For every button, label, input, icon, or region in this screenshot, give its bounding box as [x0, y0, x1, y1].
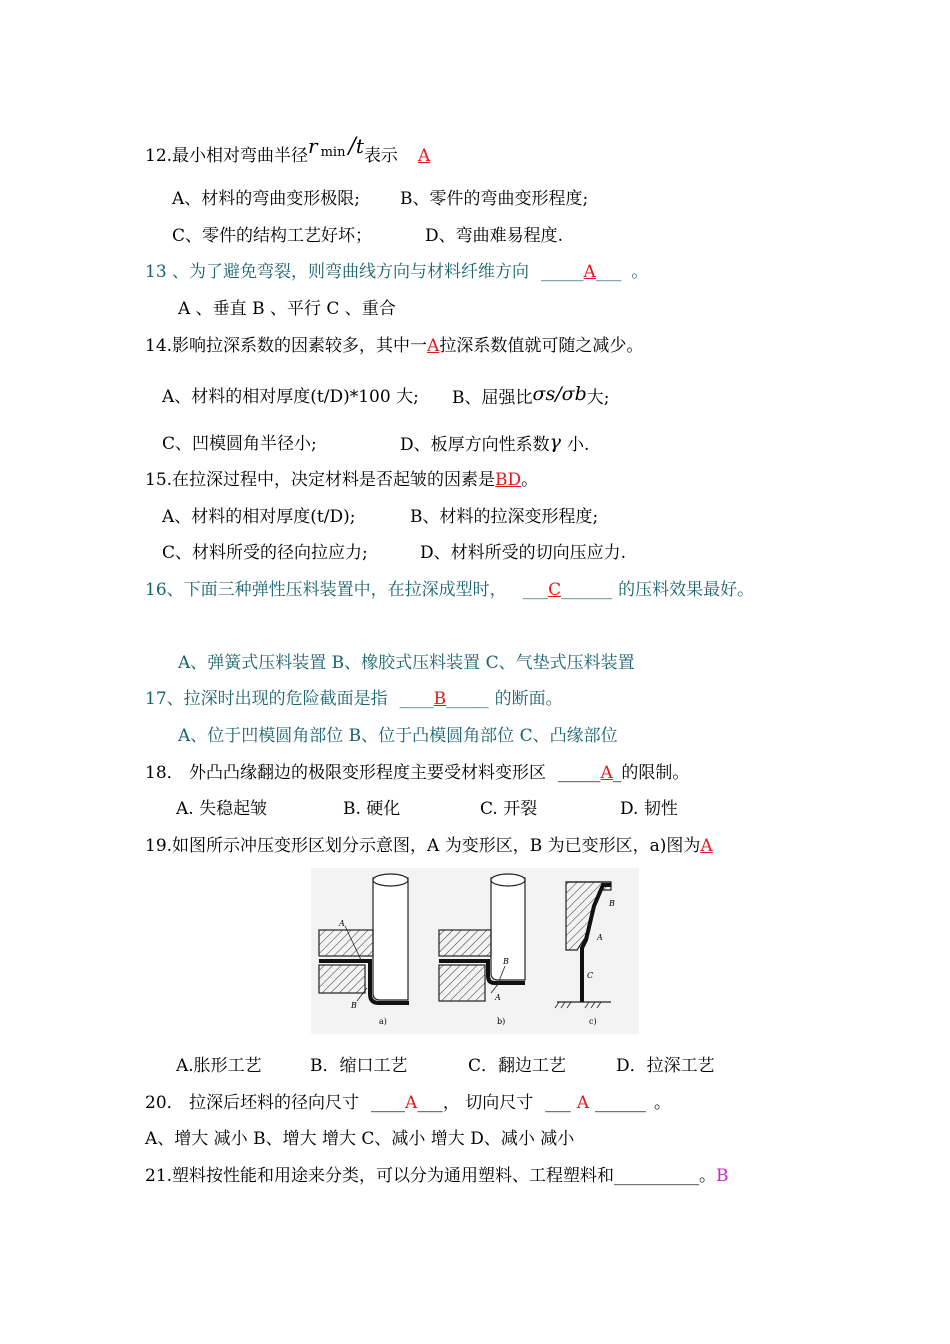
q14-option-b	[452, 383, 610, 409]
panel-c-label-B: B	[609, 899, 615, 908]
panel-c-label-C: C	[587, 971, 594, 980]
q18-option-a: A. 失稳起皱	[176, 799, 268, 819]
q18-answer: A	[600, 763, 613, 783]
q12-option-c: C、零件的结构工艺好坏；	[172, 226, 373, 246]
q16-options: A、弹簧式压料装置 B、橡胶式压料装置 C、气垫式压料装置	[178, 653, 635, 673]
q20-options: A、增大 减小 B、增大 增大 C、减小 增大 D、减小 减小	[145, 1129, 575, 1149]
q20-blank2-after: ______	[595, 1093, 647, 1113]
q15-stem	[145, 469, 538, 491]
q12-slash: /	[348, 134, 356, 159]
q14-option-d	[400, 433, 589, 456]
q20-post: 。	[654, 1093, 672, 1113]
q17-blank-before: ____	[399, 689, 434, 709]
q21-post: 。	[699, 1166, 717, 1186]
panel-b-label-A: A	[495, 993, 501, 1002]
q18-blank-after: _	[612, 763, 622, 783]
q15-post: 。	[521, 470, 539, 490]
panel-a-label-B: B	[351, 1001, 357, 1010]
stamping-diagram-svg	[311, 868, 639, 1034]
q18-stem	[145, 762, 689, 784]
q16-blank-after: ______	[561, 580, 613, 600]
q15-option-c: C、材料所受的径向拉应力;	[162, 543, 368, 563]
panel-c-label-A: A	[597, 933, 603, 942]
q14-option-a: A、材料的相对厚度(t/D)*100 大;	[162, 387, 419, 407]
q19-option-d: D．拉深工艺	[616, 1056, 715, 1076]
q12-t: t	[355, 134, 364, 158]
panel-b	[439, 874, 525, 1026]
q18-post: 的限制。	[621, 763, 690, 783]
q17-answer: B	[433, 689, 447, 709]
q19-stem	[145, 835, 713, 857]
q12-answer: A	[417, 146, 431, 166]
q18-text: 18． 外凸凸缘翻边的极限变形程度主要受材料变形区	[145, 763, 547, 783]
q16-post: 的压料效果最好。	[618, 580, 755, 600]
q14-post: 拉深系数值就可随之减少。	[439, 336, 644, 356]
panel-a	[319, 874, 409, 1026]
q20-blank1-before: ____	[371, 1093, 406, 1113]
q14-option-b-text: B、屈强比	[452, 388, 533, 408]
q21-blank: __________	[614, 1166, 700, 1186]
q19-option-b: B．缩口工艺	[310, 1056, 408, 1076]
q17-stem	[145, 688, 563, 710]
q19-answer: A	[700, 836, 713, 856]
q13-stem	[145, 261, 648, 283]
q12-min: min	[320, 145, 346, 160]
q12-text: 12.最小相对弯曲半径	[145, 146, 309, 166]
q19-option-a: A.胀形工艺	[176, 1056, 262, 1076]
q15-answer: BD	[495, 470, 522, 490]
q18-option-b: B. 硬化	[343, 799, 401, 819]
q12-option-d: D、弯曲难易程度.	[425, 226, 564, 246]
q16-stem	[145, 579, 754, 601]
q21-answer: B	[716, 1166, 729, 1186]
q18-option-c: C. 开裂	[480, 799, 538, 819]
panel-c-caption: c)	[589, 1017, 597, 1026]
q12-post: 表示	[363, 146, 398, 166]
q14-option-d-post: 小.	[567, 435, 590, 455]
q15-text: 15.在拉深过程中，决定材料是否起皱的因素是	[145, 470, 496, 490]
q17-blank-after: _____	[446, 689, 489, 709]
q13-answer: A	[583, 262, 596, 282]
q12-option-b: B、零件的弯曲变形程度;	[400, 189, 589, 209]
panel-b-caption: b)	[497, 1017, 506, 1026]
q17-options: A、位于凹模圆角部位 B、位于凸模圆角部位 C、凸缘部位	[178, 726, 618, 746]
q18-blank-before: _____	[558, 763, 601, 783]
q14-stem	[145, 335, 643, 357]
q13-text: 13 、为了避免弯裂，则弯曲线方向与材料纤维方向	[145, 262, 530, 282]
panel-a-label-A: A	[339, 919, 345, 928]
q13-blank-after: ___	[595, 262, 622, 282]
q17-text: 17、拉深时出现的危险截面是指	[145, 689, 388, 709]
q20-answer1: A	[405, 1093, 418, 1113]
q12-option-a: A、材料的弯曲变形极限;	[172, 189, 361, 209]
q14-option-c: C、凹模圆角半径小;	[162, 434, 317, 454]
q15-option-b: B、材料的拉深变形程度;	[410, 507, 599, 527]
q13-options: A 、垂直 B 、平行 C 、重合	[178, 299, 396, 319]
q19-text: 19.如图所示冲压变形区划分示意图，A 为变形区，B 为已变形区，a)图为	[145, 836, 701, 856]
q12-stem	[145, 134, 431, 169]
q14-text: 14.影响拉深系数的因素较多，其中一	[145, 336, 428, 356]
q20-stem	[145, 1092, 671, 1114]
q13-post: 。	[631, 262, 649, 282]
q16-text: 16、下面三种弹性压料装置中，在拉深成型时，	[145, 580, 507, 600]
q20-blank2-before: ___	[545, 1093, 571, 1113]
q15-option-a: A、材料的相对厚度(t/D);	[162, 507, 356, 527]
q16-blank-before: ___	[522, 580, 549, 600]
stamping-diagram	[311, 868, 639, 1034]
q20-text: 20． 拉深后坯料的径向尺寸	[145, 1093, 360, 1113]
q12-r: r	[308, 134, 318, 158]
q13-blank-before: _____	[541, 262, 584, 282]
q14-option-d-text: D、板厚方向性系数	[400, 435, 550, 455]
q15-option-d: D、材料所受的切向压应力.	[420, 543, 627, 563]
q21-text: 21.塑料按性能和用途来分类，可以分为通用塑料、工程塑料和	[145, 1166, 615, 1186]
q21-stem	[145, 1165, 729, 1187]
q20-blank1-after: ___	[417, 1093, 443, 1113]
q14-option-b-math: σs/σb	[532, 383, 587, 405]
q18-option-d: D. 韧性	[620, 799, 678, 819]
panel-c	[555, 882, 615, 1026]
q14-option-d-math: γ	[549, 431, 561, 453]
q20-answer2: A	[576, 1093, 590, 1113]
q20-mid: ， 切向尺寸	[442, 1093, 534, 1113]
panel-a-caption: a)	[379, 1017, 387, 1026]
q16-answer: C	[548, 580, 562, 600]
q14-answer: A	[427, 336, 440, 356]
panel-b-label-B: B	[503, 957, 509, 966]
q19-option-c: C．翻边工艺	[468, 1056, 567, 1076]
q14-option-b-post: 大;	[586, 388, 610, 408]
q17-post: 的断面。	[494, 689, 563, 709]
